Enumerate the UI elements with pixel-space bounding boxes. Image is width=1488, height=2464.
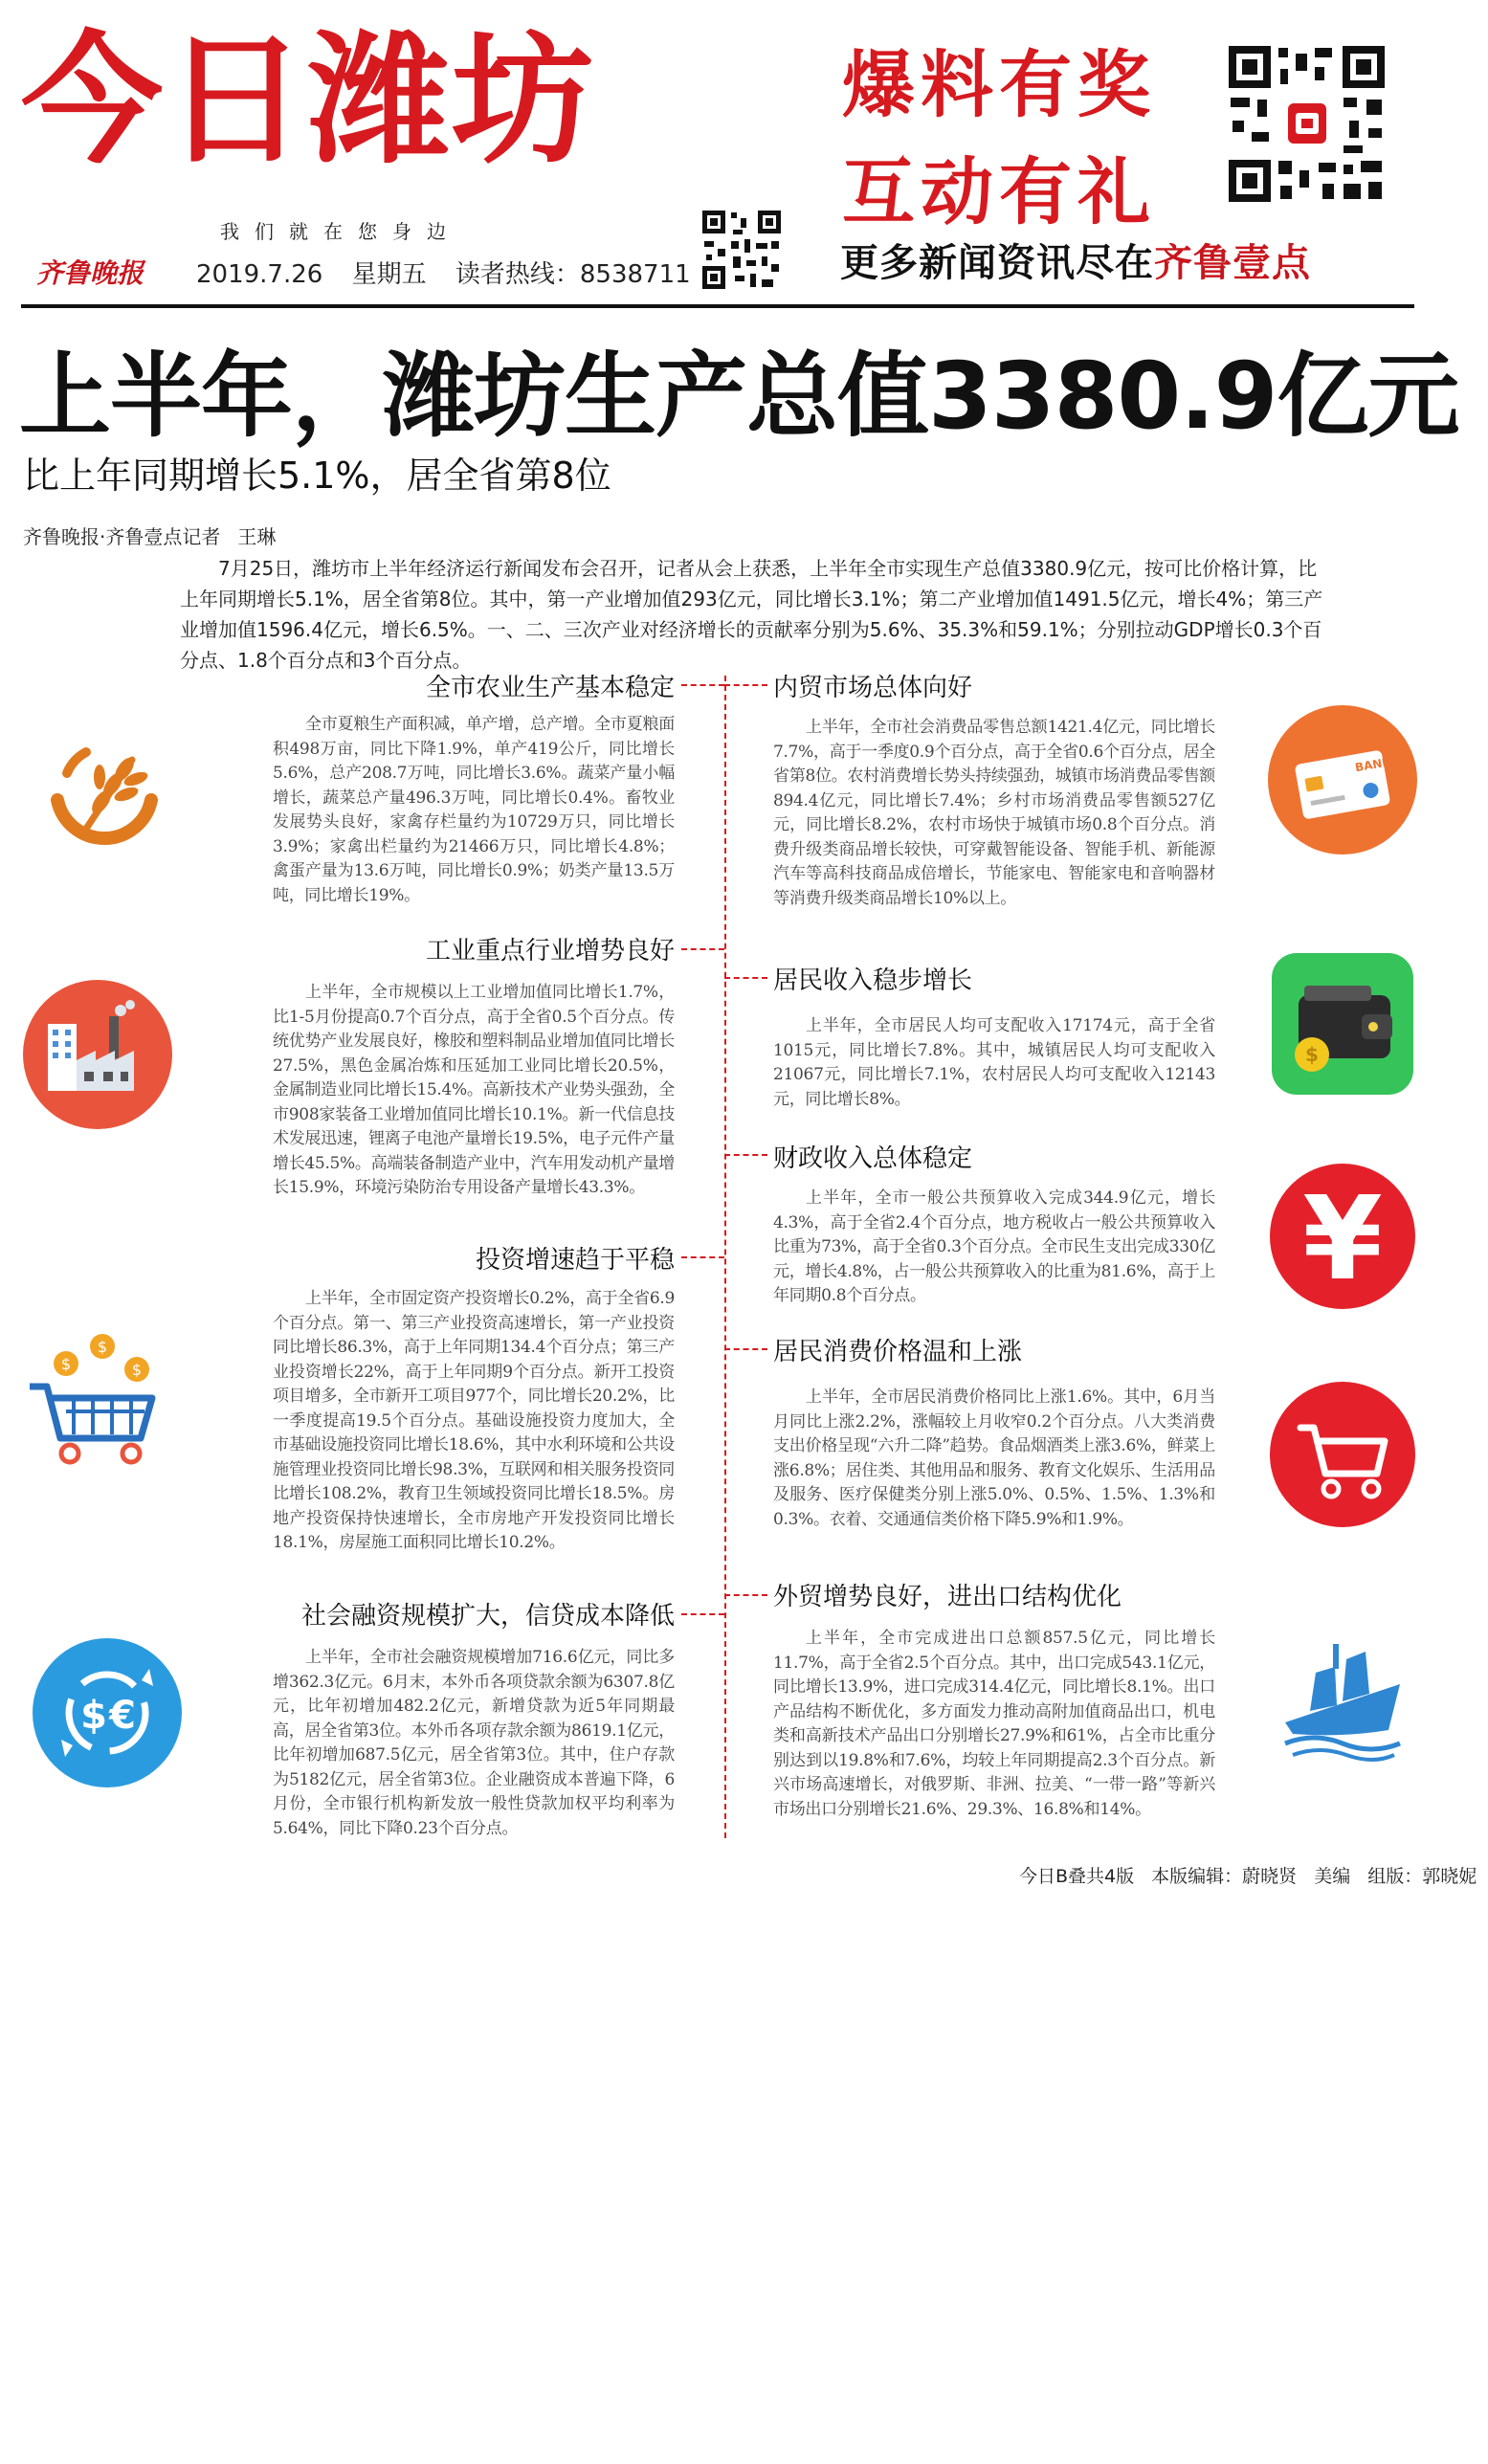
byline-reporter: 王琳 bbox=[237, 525, 277, 548]
section-title-foreign-trade: 外贸增势良好，进出口结构优化 bbox=[773, 1583, 1122, 1611]
section-leader bbox=[681, 684, 724, 686]
footer-editor: 本版编辑：蔚晓贤 bbox=[1151, 1866, 1298, 1887]
dateline bbox=[196, 255, 712, 290]
masthead-title: 今日潍坊 bbox=[21, 18, 595, 183]
section-body-investment: 上半年，全市固定资产投资增长0.2%，高于全省6.9个百分点。第一、第三产业投资高速增长，第一产业投资同比增长86.3%，高于上年同期134.4个百分点；第三产业投资增长22%，高于上年同期9个百分点。新开工投资项目增多，全市新开工项目977个，同比增长20.2%，比一季度提高19.5个百分点。基础设施投资力度加大，全市基础设施投资同比增长18.6%，其中水利环境和公共设施管理业投资同比增长98.3%，互联网和相关服务投资同比增长108.2%，教育卫生领域投资同比增长18.5%。房地产投资保持快速增长，全市房地产开发投资同比增长18.1%，房屋施工面积同比增长10.2%。 bbox=[273, 1289, 675, 1552]
promo-app-line bbox=[840, 233, 1311, 287]
page-footer bbox=[1019, 1862, 1488, 1888]
masthead-divider bbox=[21, 304, 1414, 308]
factory-icon bbox=[21, 978, 174, 1131]
section-body-income: 上半年，全市居民人均可支配收入17174元，高于全省1015元，同比增长7.8%。其中，城镇居民人均可支配收入21067元，同比增长7.1%，农村居民人均可支配收入12143元，同比增长8%。 bbox=[773, 1016, 1215, 1109]
article-byline bbox=[23, 522, 276, 549]
wheat-icon bbox=[29, 716, 182, 869]
svg-text:$: $ bbox=[1305, 1043, 1319, 1066]
section-leader bbox=[724, 1154, 767, 1156]
issue-weekday: 星期五 bbox=[351, 260, 427, 289]
yuan-icon bbox=[1266, 1160, 1419, 1313]
currency-exchange-icon bbox=[31, 1636, 184, 1789]
section-title-industry: 工业重点行业增势良好 bbox=[425, 937, 675, 966]
article-headline: 上半年，潍坊生产总值3380.9亿元 bbox=[19, 343, 1459, 450]
section-body-domestic-trade: 上半年，全市社会消费品零售总额1421.4亿元，同比增长7.7%，高于一季度0.9个百分点，高于全省0.6个百分点，居全省第8位。农村消费增长势头持续强劲，城镇市场消费品零售额894.4亿元，同比增长7.4%；乡村市场消费品零售额527亿元，同比增长8.2%，农村市场快于城镇市场0.8个百分点。消费升级类商品增长较快，可穿戴智能设备、智能手机、新能源汽车等高科技商品成倍增长，节能家电、智能家电和音响器材等消费升级类商品增长10%以上。 bbox=[773, 718, 1215, 908]
section-title-fiscal: 财政收入总体稳定 bbox=[773, 1144, 973, 1173]
shopping-cart-icon bbox=[1266, 1378, 1419, 1531]
svg-text:$: $ bbox=[131, 1361, 143, 1379]
paper-name-logo: 齐鲁晚报 bbox=[36, 257, 144, 289]
svg-text:¥: ¥ bbox=[1302, 1173, 1383, 1306]
section-leader bbox=[681, 1256, 724, 1258]
article-lead: 7月25日，潍坊市上半年经济运行新闻发布会召开，记者从会上获悉，上半年全市实现生产总值3380.9亿元，按可比价格计算，比上年同期增长5.1%，居全省第8位。其中，第一产业增加值293亿元，同比增长3.1%；第二产业增加值1491.5亿元，增长4%；第三产业增加值1596.4亿元，增长6.5%。一、二、三次产业对经济增长的贡献率分别为5.6%、35.3%和59.1%；分别拉动GDP增长0.3个百分点、1.8个百分点和3个百分点。 bbox=[180, 557, 1323, 672]
section-title-finance: 社会融资规模扩大，信贷成本降低 bbox=[300, 1602, 675, 1631]
section-body-agriculture: 全市夏粮生产面积减，单产增，总产增。全市夏粮面积498万亩，同比下降1.9%，单产419公斤，同比增长5.6%，总产208.7万吨，同比增长3.6%。蔬菜产量小幅增长，蔬菜总产量496.3万吨，同比增长0.4%。畜牧业发展势头良好，家禽存栏量约为10729万只，同比增长3.9%；家禽出栏量约为21466万只，同比增长4.8%；禽蛋产量为13.6万吨，同比增长0.9%；奶类产量13.5万吨，同比增长19%。 bbox=[273, 715, 675, 905]
promo-interact: 互动有礼 bbox=[842, 149, 1156, 234]
promo-app-prefix: 更多新闻资讯尽在 bbox=[840, 241, 1154, 285]
article-subhead: 比上年同期增长5.1%，居全省第8位 bbox=[23, 455, 611, 497]
section-title-income: 居民收入稳步增长 bbox=[773, 966, 973, 995]
svg-text:$: $ bbox=[97, 1338, 108, 1356]
section-leader bbox=[724, 977, 767, 979]
wallet-icon bbox=[1266, 947, 1419, 1100]
section-title-cpi: 居民消费价格温和上涨 bbox=[773, 1338, 1023, 1366]
reader-hotline: 读者热线：8538711 bbox=[455, 260, 691, 289]
byline-source: 齐鲁晚报·齐鲁壹点记者 bbox=[23, 525, 221, 548]
section-leader bbox=[724, 684, 767, 686]
section-leader bbox=[724, 1348, 767, 1350]
qr-code-icon bbox=[699, 207, 785, 293]
section-title-domestic-trade: 内贸市场总体向好 bbox=[773, 674, 973, 702]
section-body-fiscal: 上半年，全市一般公共预算收入完成344.9亿元，增长4.3%，高于全省2.4个百分点，地方税收占一般公共预算收入比重为73%，高于全省0.3个百分点。全市民生支出完成330亿元，增长4.8%，占一般公共预算收入的比重为81.6%，高于上年同期0.8个百分点。 bbox=[773, 1188, 1215, 1305]
center-divider bbox=[724, 676, 726, 1838]
footer-art: 美编 bbox=[1314, 1866, 1351, 1887]
section-leader bbox=[724, 1594, 767, 1596]
section-body-cpi: 上半年，全市居民消费价格同比上涨1.6%。其中，6月当月同比上涨2.2%，涨幅较上月收窄0.2个百分点。八大类消费支出价格呈现“六升二降”趋势。食品烟酒类上涨3.6%，鲜菜上涨6.8%；居住类、其他用品和服务、教育文化娱乐、生活用品及服务、医疗保健类分别上涨5.0%、0.5%、1.5%、1.3%和0.3%。衣着、交通通信类价格下降5.9%和1.9%。 bbox=[773, 1387, 1215, 1529]
section-title-investment: 投资增速趋于平稳 bbox=[475, 1246, 675, 1275]
svg-text:$: $ bbox=[80, 1694, 107, 1738]
issue-date: 2019.7.26 bbox=[196, 260, 323, 289]
section-body-industry: 上半年，全市规模以上工业增加值同比增长1.7%，比1-5月份提高0.7个百分点，高于全省0.5个百分点。传统优势产业发展良好，橡胶和塑料制品业增加值同比增长27.5%，黑色金属冶炼和压延加工业同比增长20.5%，金属制造业同比增长15.4%。高新技术产业势头强劲，全市908家装备工业增加值同比增长10.1%。新一代信息技术发展迅速，锂离子电池产量增长19.5%，电子元件产量增长45.5%。高端装备制造产业中，汽车用发动机产量增长15.9%，环境污染防治专用设备产量增长43.3%。 bbox=[273, 983, 675, 1197]
svg-text:BANK: BANK bbox=[1353, 754, 1392, 775]
masthead-slogan: 我们就在您身边 bbox=[220, 220, 461, 243]
svg-text:€: € bbox=[109, 1694, 136, 1738]
promo-app-brand: 齐鲁壹点 bbox=[1154, 241, 1311, 285]
footer-edition: 今日B叠共4版 bbox=[1019, 1866, 1135, 1887]
shopping-cart-coins-icon bbox=[24, 1325, 177, 1478]
section-body-foreign-trade: 上半年，全市完成进出口总额857.5亿元，同比增长11.7%，高于全省2.5个百分点。其中，出口完成543.1亿元，同比增长13.9%，进口完成314.4亿元，同比增长8.1%。出口产品结构不断优化，多方面发力推动高附加值商品出口，机电类和高新技术产品出口分别增长27.9%和61%，占全市比重分别达到以19.8%和7.6%，均较上年同期提高2.3个百分点。新兴市场高速增长，对俄罗斯、非洲、拉美、“一带一路”等新兴市场出口分别增长21.6%、29.3%、16.8%和14%。 bbox=[773, 1629, 1215, 1819]
section-leader bbox=[681, 1613, 724, 1615]
bank-card-icon bbox=[1266, 703, 1419, 856]
svg-text:$: $ bbox=[60, 1355, 72, 1373]
promo-reward: 爆料有奖 bbox=[842, 42, 1156, 127]
section-leader bbox=[681, 948, 724, 950]
footer-layout: 组版：郭晓妮 bbox=[1367, 1866, 1477, 1887]
section-body-finance: 上半年，全市社会融资规模增加716.6亿元，同比多增362.3亿元。6月末，本外币各项贷款余额为6307.8亿元，比年初增加482.2亿元，新增贷款为近5年同期最高，居全省第3位。本外币各项存款余额为8619.1亿元，比年初增加687.5亿元，居全省第3位。其中，住户存款为5182亿元，居全省第3位。企业融资成本普遍下降，6月份，全市银行机构新发放一般性贷款加权平均利率为5.64%，同比下降0.23个百分点。 bbox=[273, 1648, 675, 1838]
section-title-agriculture: 全市农业生产基本稳定 bbox=[425, 674, 675, 702]
ship-icon bbox=[1266, 1617, 1419, 1770]
qr-code-icon bbox=[1223, 40, 1390, 208]
